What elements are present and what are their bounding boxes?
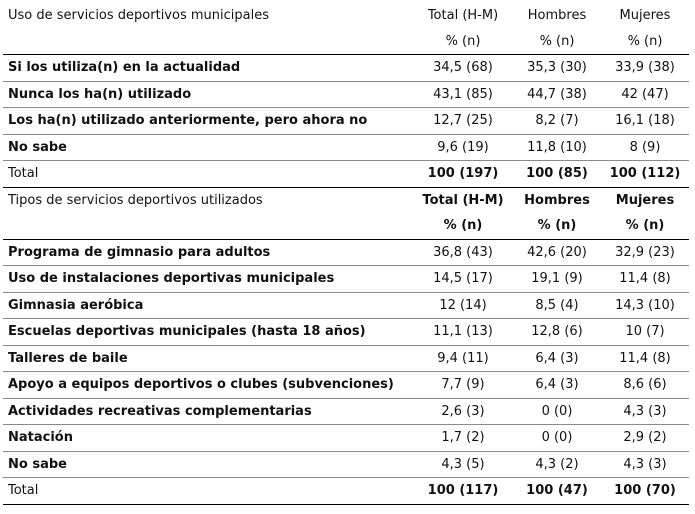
cell-hombres: 8,2 (7) bbox=[513, 108, 601, 135]
section1-subheader-hombres: % (n) bbox=[539, 33, 575, 49]
cell-mujeres: 4,3 (3) bbox=[601, 451, 689, 478]
cell-mujeres: 11,4 (8) bbox=[601, 345, 689, 372]
cell-total: 14,5 (17) bbox=[413, 266, 513, 293]
row-label: Si los utiliza(n) en la actualidad bbox=[3, 55, 413, 82]
cell-mujeres: 10 (7) bbox=[601, 319, 689, 346]
row-label: Natación bbox=[3, 425, 413, 452]
total-cell-total: 100 (117) bbox=[413, 478, 513, 505]
table-row bbox=[3, 81, 689, 108]
table-row bbox=[3, 134, 689, 161]
cell-mujeres: 4,3 (3) bbox=[601, 398, 689, 425]
section1-header-mujeres: Mujeres bbox=[619, 8, 671, 24]
cell-total: 4,3 (5) bbox=[413, 451, 513, 478]
cell-hombres: 11,8 (10) bbox=[513, 134, 601, 161]
row-label: Escuelas deportivas municipales (hasta 18 años) bbox=[3, 319, 413, 346]
table-row bbox=[3, 292, 689, 319]
section2-header-total: Total (H-M) bbox=[413, 187, 513, 213]
row-label: Programa de gimnasio para adultos bbox=[3, 239, 413, 266]
row-label: Gimnasia aeróbica bbox=[3, 292, 413, 319]
total-cell-total: 100 (197) bbox=[413, 161, 513, 188]
table-row bbox=[3, 266, 689, 293]
table-row bbox=[3, 372, 689, 399]
section1-subheader-mujeres: % (n) bbox=[627, 33, 663, 49]
table-row bbox=[3, 108, 689, 135]
cell-total: 12 (14) bbox=[413, 292, 513, 319]
cell-total: 1,7 (2) bbox=[413, 425, 513, 452]
table-row bbox=[3, 239, 689, 266]
section2-header-mujeres: Mujeres bbox=[601, 187, 689, 213]
total-cell-hombres: 100 (85) bbox=[513, 161, 601, 188]
section2-subheader-hombres: % (n) bbox=[537, 218, 577, 234]
row-label: No sabe bbox=[3, 451, 413, 478]
cell-hombres: 4,3 (2) bbox=[513, 451, 601, 478]
row-label: Uso de instalaciones deportivas municipales bbox=[3, 266, 413, 293]
section1-header-total: Total (H-M) bbox=[427, 8, 499, 24]
cell-hombres: 19,1 (9) bbox=[513, 266, 601, 293]
section2-subheader-row bbox=[3, 213, 689, 239]
cell-mujeres: 32,9 (23) bbox=[601, 239, 689, 266]
cell-total: 2,6 (3) bbox=[413, 398, 513, 425]
cell-mujeres: 8,6 (6) bbox=[601, 372, 689, 399]
section2-total-row bbox=[3, 478, 689, 505]
cell-mujeres: 8 (9) bbox=[601, 134, 689, 161]
cell-total: 7,7 (9) bbox=[413, 372, 513, 399]
total-label: Total bbox=[3, 161, 413, 188]
cell-mujeres: 16,1 (18) bbox=[601, 108, 689, 135]
cell-mujeres: 14,3 (10) bbox=[601, 292, 689, 319]
cell-hombres: 42,6 (20) bbox=[513, 239, 601, 266]
table-row bbox=[3, 451, 689, 478]
cell-mujeres: 2,9 (2) bbox=[601, 425, 689, 452]
cell-total: 34,5 (68) bbox=[413, 55, 513, 82]
table-row bbox=[3, 319, 689, 346]
table-row bbox=[3, 55, 689, 82]
cell-total: 36,8 (43) bbox=[413, 239, 513, 266]
section1-subheader-row bbox=[3, 29, 689, 55]
cell-total: 9,4 (11) bbox=[413, 345, 513, 372]
row-label: Talleres de baile bbox=[3, 345, 413, 372]
section2-header-row bbox=[3, 187, 689, 213]
cell-hombres: 44,7 (38) bbox=[513, 81, 601, 108]
row-label: No sabe bbox=[3, 134, 413, 161]
data-table-container bbox=[3, 3, 689, 505]
cell-hombres: 12,8 (6) bbox=[513, 319, 601, 346]
section1-subheader-total: % (n) bbox=[445, 33, 481, 49]
cell-total: 9,6 (19) bbox=[413, 134, 513, 161]
section2-header-hombres: Hombres bbox=[513, 187, 601, 213]
cell-mujeres: 42 (47) bbox=[601, 81, 689, 108]
cell-hombres: 6,4 (3) bbox=[513, 372, 601, 399]
total-cell-mujeres: 100 (70) bbox=[601, 478, 689, 505]
cell-hombres: 0 (0) bbox=[513, 425, 601, 452]
row-label: Apoyo a equipos deportivos o clubes (subvenciones) bbox=[3, 372, 413, 399]
table-row bbox=[3, 398, 689, 425]
section1-title: Uso de servicios deportivos municipales bbox=[8, 8, 269, 24]
section2-title: Tipos de servicios deportivos utilizados bbox=[3, 187, 413, 213]
cell-hombres: 8,5 (4) bbox=[513, 292, 601, 319]
section1-header-hombres: Hombres bbox=[527, 8, 587, 24]
cell-total: 12,7 (25) bbox=[413, 108, 513, 135]
section1-total-row bbox=[3, 161, 689, 188]
row-label: Actividades recreativas complementarias bbox=[3, 398, 413, 425]
row-label: Los ha(n) utilizado anteriormente, pero ahora no bbox=[3, 108, 413, 135]
row-label: Nunca los ha(n) utilizado bbox=[3, 81, 413, 108]
cell-hombres: 0 (0) bbox=[513, 398, 601, 425]
section2-subheader-total: % (n) bbox=[443, 218, 483, 234]
table-row bbox=[3, 425, 689, 452]
total-cell-hombres: 100 (47) bbox=[513, 478, 601, 505]
cell-hombres: 35,3 (30) bbox=[513, 55, 601, 82]
sports-services-table bbox=[3, 3, 689, 505]
total-label: Total bbox=[3, 478, 413, 505]
cell-total: 11,1 (13) bbox=[413, 319, 513, 346]
table-row bbox=[3, 345, 689, 372]
total-cell-mujeres: 100 (112) bbox=[601, 161, 689, 188]
cell-mujeres: 33,9 (38) bbox=[601, 55, 689, 82]
section2-subheader-mujeres: % (n) bbox=[625, 218, 665, 234]
cell-hombres: 6,4 (3) bbox=[513, 345, 601, 372]
section1-header-row bbox=[3, 3, 689, 29]
cell-mujeres: 11,4 (8) bbox=[601, 266, 689, 293]
cell-total: 43,1 (85) bbox=[413, 81, 513, 108]
